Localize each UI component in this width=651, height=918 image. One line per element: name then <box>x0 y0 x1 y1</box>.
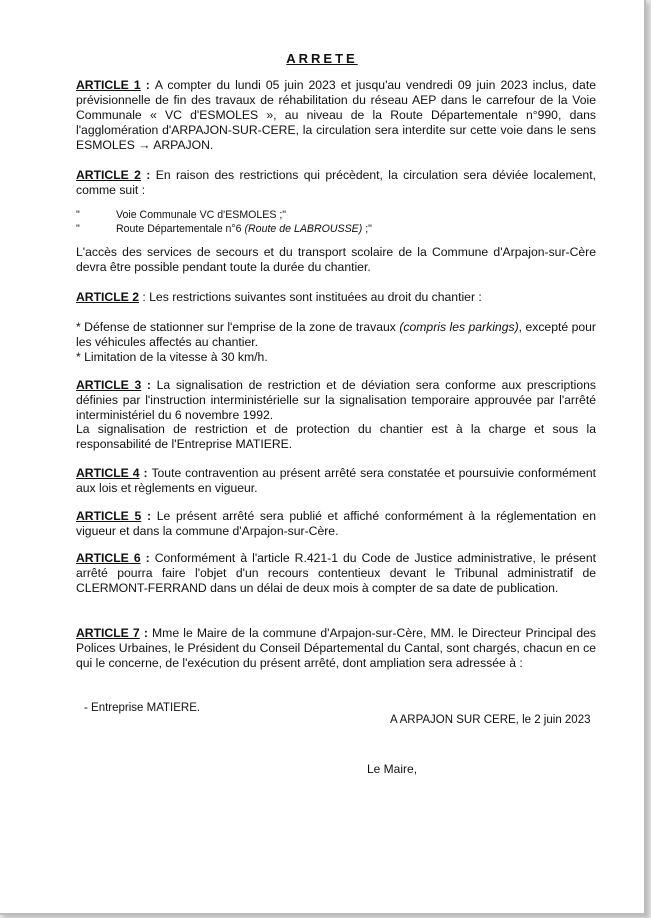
article-label: ARTICLE 4 <box>76 466 140 480</box>
article-text: Les restrictions suivantes sont instituées au droit du chantier : <box>149 290 482 304</box>
article-text: Le présent arrêté sera publié et affiché conformément à la réglementation en vigueur et dans la commune d'Arpajon-sur-Cère. <box>76 509 596 538</box>
article-1: ARTICLE 1 : A compter du lundi 05 juin 2023 et jusqu'au vendredi 09 juin 2023 inclus, date prévisionnelle de fin des travaux de réhabilitation du réseau AEP dans le carrefour de la Voie Communale « VC d'ESMOLES », au niveau de la Route Départementale n°990, dans l'agglomération d'ARPAJON-SUR-CERE, la circulation sera interdite sur cette voie dans le sens ESMOLES → ARPAJON. <box>76 78 596 152</box>
article-text: A compter du lundi 05 juin 2023 et jusqu'au vendredi 09 juin 2023 inclus, date prévisionnelle de fin des travaux de réhabilitation du réseau AEP dans le carrefour de la Voie Communale « VC d'ESMOLES », au niveau de la Route Départementale n°990, dans l'agglomération d'ARPAJON-SUR-CERE, la circulation sera interdite sur cette voie dans le sens ESMOLES → ARPAJON. <box>76 78 596 152</box>
article-text: En raison des restrictions qui précèdent, la circulation sera déviée localement, comme suit : <box>76 168 596 197</box>
restriction-bullet: * Défense de stationner sur l'emprise de la zone de travaux (compris les parkings), excepté pour les véhicules affectés au chantier. <box>76 320 596 349</box>
document-title: ARRETE <box>286 51 358 66</box>
article-text: La signalisation de restriction et de déviation sera conforme aux prescriptions définies par l'instruction interministérielle sur la signalisation temporaire approuvée par l'arrêté interministériel du 6 novembre 1992. <box>76 378 596 422</box>
restriction-bullet: * Limitation de la vitesse à 30 km/h. <box>76 350 268 364</box>
article-4: ARTICLE 4 : Toute contravention au présent arrêté sera constatée et poursuivie conformément aux lois et règlements en vigueur. <box>76 466 596 495</box>
article-label: ARTICLE 2 <box>76 168 141 182</box>
article-label: ARTICLE 1 <box>76 78 141 92</box>
article-3-extra: La signalisation de restriction et de protection du chantier est à la charge et sous la responsabilité de l'Entreprise MATIERE. <box>76 422 596 451</box>
article-2-access-text: L'accès des services de secours et du transport scolaire de la Commune d'Arpajon-sur-Cère devra être possible pendant toute la durée du chantier. <box>76 245 596 274</box>
article-text: Toute contravention au présent arrêté sera constatée et poursuivie conformément aux lois et règlements en vigueur. <box>76 466 596 495</box>
deviation-item: " Voie Communale VC d'ESMOLES ;" <box>76 209 287 221</box>
article-5: ARTICLE 5 : Le présent arrêté sera publié et affiché conformément à la réglementation en vigueur et dans la commune d'Arpajon-sur-Cère. <box>76 509 596 538</box>
place-date: A ARPAJON SUR CERE, le 2 juin 2023 <box>390 714 591 726</box>
article-3: ARTICLE 3 : La signalisation de restriction et de déviation sera conforme aux prescriptions définies par l'instruction interministérielle sur la signalisation temporaire approuvée par l'arrêté interministériel du 6 novembre 1992. <box>76 378 596 422</box>
article-text: Mme le Maire de la commune d'Arpajon-sur-Cère, MM. le Directeur Principal des Polices Urbaines, le Président du Conseil Départemental du Cantal, sont chargés, chacun en ce qui le concerne, de l'exécution du présent arrêté, dont ampliation sera adressée à : <box>76 626 596 670</box>
article-6: ARTICLE 6 : Conformément à l'article R.421-1 du Code de Justice administrative, le présent arrêté pourra faire l'objet d'un recours contentieux devant le Tribunal administratif de CLERMONT-FERRAND dans un délai de deux mois à compter de sa date de publication. <box>76 551 596 595</box>
article-2-deviation: ARTICLE 2 : En raison des restrictions qui précèdent, la circulation sera déviée localement, comme suit : <box>76 168 596 197</box>
cropped-signature-line <box>366 836 506 842</box>
article-label: ARTICLE 2 <box>76 290 139 304</box>
deviation-item: " Route Départementale n°6 (Route de LABROUSSE) ;" <box>76 223 372 235</box>
article-2-restrictions: ARTICLE 2 : Les restrictions suivantes sont instituées au droit du chantier : <box>76 290 482 304</box>
article-7: ARTICLE 7 : Mme le Maire de la commune d'Arpajon-sur-Cère, MM. le Directeur Principal des Polices Urbaines, le Président du Conseil Départemental du Cantal, sont chargés, chacun en ce qui le concerne, de l'exécution du présent arrêté, dont ampliation sera adressée à : <box>76 626 596 670</box>
recipient: - Entreprise MATIERE. <box>84 702 201 714</box>
article-label: ARTICLE 5 <box>76 509 142 523</box>
article-label: ARTICLE 3 <box>76 378 142 392</box>
article-label: ARTICLE 7 <box>76 626 140 640</box>
article-label: ARTICLE 6 <box>76 551 141 565</box>
signatory: Le Maire, <box>367 762 418 776</box>
article-text: Conformément à l'article R.421-1 du Code de Justice administrative, le présent arrêté pourra faire l'objet d'un recours contentieux devant le Tribunal administratif de CLERMONT-FERRAND dans un délai de deux mois à compter de sa date de publication. <box>76 551 596 595</box>
